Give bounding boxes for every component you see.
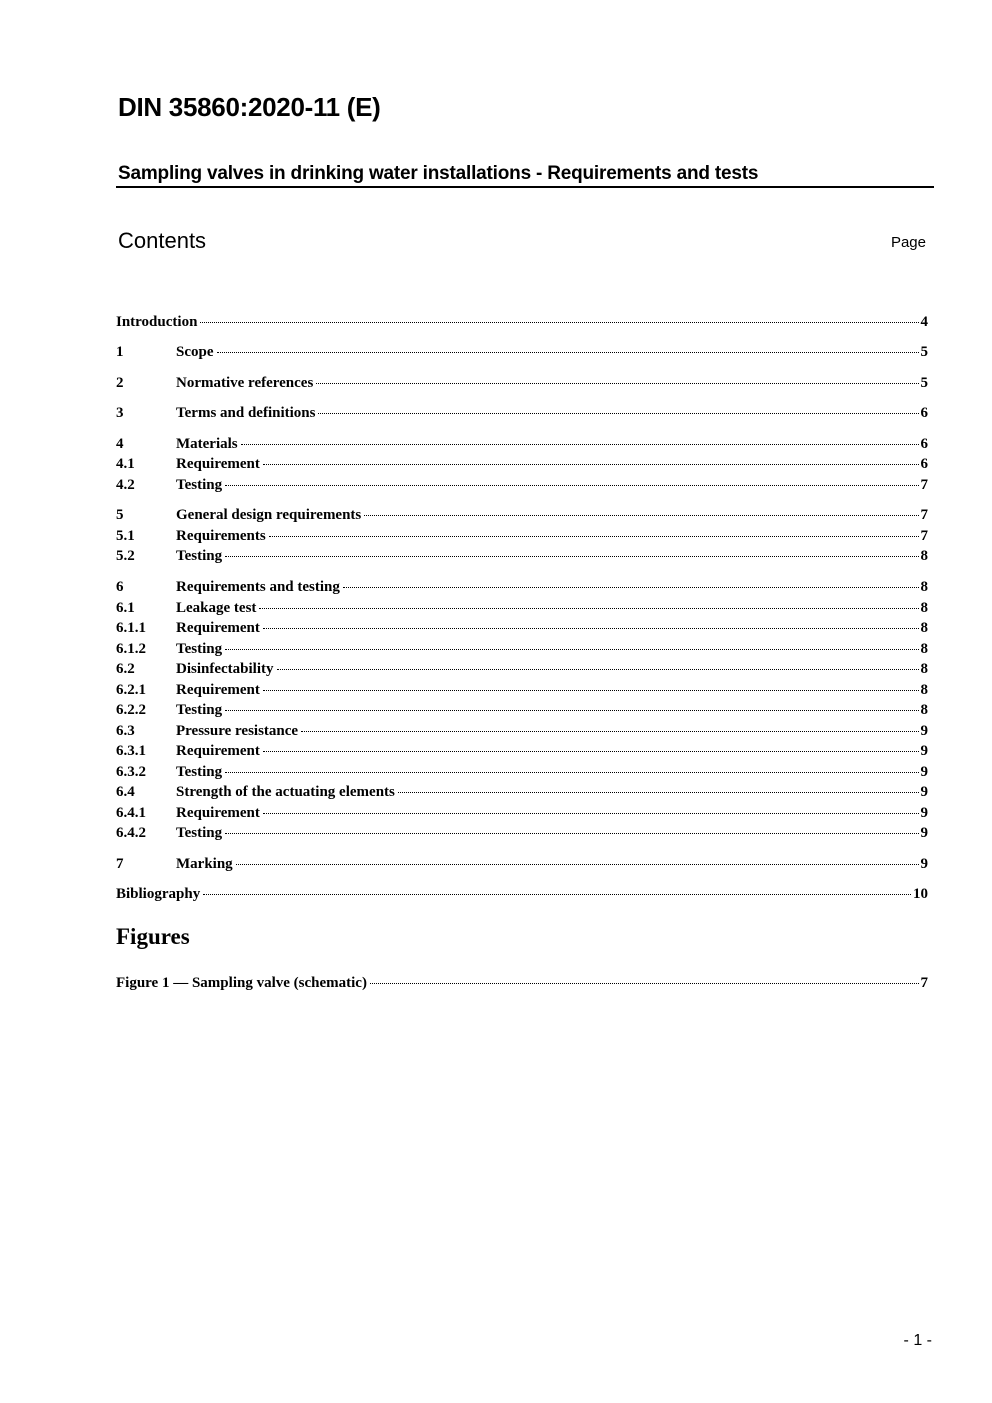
toc-entry-number: 6.1.2: [116, 641, 146, 657]
figure-entry-title: Figure 1 — Sampling valve (schematic): [116, 975, 367, 991]
toc-entry[interactable]: [116, 375, 928, 395]
toc-entry[interactable]: [116, 344, 928, 364]
toc-leader-dots: [263, 628, 919, 629]
toc-entry-number: 5.2: [116, 548, 135, 564]
toc-leader-dots: [225, 710, 918, 711]
toc-entry-page: 5: [920, 344, 928, 360]
toc-entry[interactable]: [116, 528, 928, 548]
toc-entry[interactable]: [116, 805, 928, 825]
toc-entry-page: 8: [920, 600, 928, 616]
toc-entry-number: 6.1.1: [116, 620, 146, 636]
toc-leader-dots: [225, 649, 918, 650]
toc-entry-page: 9: [920, 743, 928, 759]
toc-entry-number: 4.1: [116, 456, 135, 472]
toc-leader-dots: [225, 485, 918, 486]
toc-entry-number: 6.2.1: [116, 682, 146, 698]
toc-entry-title: Requirement: [176, 743, 260, 759]
toc-entry-number: 6: [116, 579, 124, 595]
toc-entry-title: Scope: [176, 344, 214, 360]
toc-entry-page: 8: [920, 579, 928, 595]
toc-entry-title: Materials: [176, 436, 238, 452]
toc-entry-page: 10: [913, 886, 928, 902]
toc-entry[interactable]: [116, 436, 928, 456]
toc-entry-number: 1: [116, 344, 124, 360]
toc-entry[interactable]: [116, 620, 928, 640]
toc-entry-page: 8: [920, 682, 928, 698]
toc-entry-title: Requirement: [176, 805, 260, 821]
toc-entry-page: 8: [920, 548, 928, 564]
toc-entry[interactable]: [116, 682, 928, 702]
toc-leader-dots: [236, 864, 919, 865]
toc-entry-title: Requirement: [176, 456, 260, 472]
toc-entry-number: 4.2: [116, 477, 135, 493]
toc-entry-page: 7: [920, 528, 928, 544]
toc-entry-title: Marking: [176, 856, 233, 872]
toc-entry-number: 6.3.2: [116, 764, 146, 780]
toc-entry-title: Requirement: [176, 620, 260, 636]
toc-entry-number: 6.3: [116, 723, 135, 739]
toc-entry-number: 6.1: [116, 600, 135, 616]
toc-entry-page: 9: [920, 723, 928, 739]
toc-entry-title: Leakage test: [176, 600, 257, 616]
toc-entry[interactable]: [116, 579, 928, 599]
toc-entry-title: Disinfectability: [176, 661, 274, 677]
toc-entry-number: 5: [116, 507, 124, 523]
toc-leader-dots: [301, 731, 918, 732]
contents-heading: Contents: [118, 228, 207, 253]
toc-leader-dots: [263, 751, 919, 752]
toc-entry-page: 9: [920, 805, 928, 821]
toc-entry-number: 6.4.2: [116, 825, 146, 841]
toc-entry-number: 5.1: [116, 528, 135, 544]
toc-leader-dots: [203, 894, 911, 895]
toc-entry-title: Testing: [176, 477, 223, 493]
toc-entry-page: 7: [920, 507, 928, 523]
toc-entry[interactable]: [116, 477, 928, 497]
toc-entry-page: 5: [920, 375, 928, 391]
toc-entry-number: 7: [116, 856, 124, 872]
toc-entry-number: 3: [116, 405, 124, 421]
title-underline: [116, 186, 934, 188]
toc-entry-page: 9: [920, 784, 928, 800]
toc-entry-title: Testing: [176, 548, 223, 564]
toc-leader-dots: [225, 556, 918, 557]
figure-entry-page: 7: [920, 975, 928, 991]
toc-entry-introduction[interactable]: [116, 314, 928, 334]
toc-leader-dots: [364, 515, 918, 516]
toc-entry[interactable]: [116, 856, 928, 876]
toc-entry[interactable]: [116, 405, 928, 425]
toc-entry[interactable]: [116, 743, 928, 763]
toc-leader-dots: [263, 464, 919, 465]
toc-entry-title: Pressure resistance: [176, 723, 299, 739]
toc-entry-page: 9: [920, 856, 928, 872]
toc-entry-title: Testing: [176, 764, 223, 780]
toc-entry-page: 8: [920, 661, 928, 677]
toc-leader-dots: [343, 587, 919, 588]
toc-leader-dots: [277, 669, 919, 670]
toc-leader-dots: [316, 383, 918, 384]
figure-list-entry[interactable]: [116, 975, 928, 995]
toc-entry[interactable]: [116, 825, 928, 845]
toc-entry-number: 4: [116, 436, 124, 452]
toc-entry-title: Testing: [176, 702, 223, 718]
toc-entry[interactable]: [116, 548, 928, 568]
toc-entry[interactable]: [116, 723, 928, 743]
toc-entry[interactable]: [116, 702, 928, 722]
page-number: - 1 -: [903, 1332, 932, 1349]
page-column-label: Page: [890, 234, 926, 251]
toc-leader-dots: [259, 608, 918, 609]
toc-entry-title: Testing: [176, 825, 223, 841]
toc-leader-dots: [318, 413, 918, 414]
toc-entry[interactable]: [116, 507, 928, 527]
toc-entry-page: 7: [920, 477, 928, 493]
toc-entry-page: 8: [920, 620, 928, 636]
toc-entry-title: General design requirements: [176, 507, 362, 523]
toc-entry-page: 6: [920, 436, 928, 452]
toc-entry-title: Introduction: [116, 314, 198, 330]
toc-leader-dots: [241, 444, 919, 445]
toc-entry-page: 4: [920, 314, 928, 330]
toc-leader-dots: [217, 352, 919, 353]
toc-leader-dots: [225, 772, 918, 773]
toc-entry-page: 9: [920, 825, 928, 841]
toc-entry[interactable]: [116, 764, 928, 784]
toc-leader-dots: [225, 833, 918, 834]
toc-entry-title: Strength of the actuating elements: [176, 784, 395, 800]
toc-entry-title: Terms and definitions: [176, 405, 316, 421]
toc-entry-page: 6: [920, 405, 928, 421]
toc-leader-dots: [263, 690, 919, 691]
toc-entry[interactable]: [116, 456, 928, 476]
toc-leader-dots: [200, 322, 918, 323]
toc-leader-dots: [398, 792, 919, 793]
toc-leader-dots: [263, 813, 919, 814]
toc-entry-page: 6: [920, 456, 928, 472]
toc-entry-number: 6.2.2: [116, 702, 146, 718]
toc-entry-page: 8: [920, 702, 928, 718]
toc-entry-number: 2: [116, 375, 124, 391]
toc-entry-page: 9: [920, 764, 928, 780]
toc-entry-title: Normative references: [176, 375, 314, 391]
toc-entry-page: 8: [920, 641, 928, 657]
toc-entry-bibliography[interactable]: [116, 886, 928, 906]
toc-entry[interactable]: [116, 784, 928, 804]
toc-entry-number: 6.4: [116, 784, 135, 800]
toc-entry-number: 6.2: [116, 661, 135, 677]
toc-leader-dots: [370, 983, 919, 984]
toc-entry-title: Requirements and testing: [176, 579, 340, 595]
toc-entry[interactable]: [116, 661, 928, 681]
toc-entry[interactable]: [116, 641, 928, 661]
toc-entry-title: Requirements: [176, 528, 266, 544]
toc-entry-number: 6.4.1: [116, 805, 146, 821]
toc-entry[interactable]: [116, 600, 928, 620]
toc-entry-number: 6.3.1: [116, 743, 146, 759]
toc-entry-title: Testing: [176, 641, 223, 657]
toc-leader-dots: [269, 536, 919, 537]
toc-entry-title: Bibliography: [116, 886, 201, 902]
figures-heading: Figures: [116, 924, 190, 949]
document-title: Sampling valves in drinking water installations - Requirements and tests: [118, 163, 759, 184]
toc-entry-title: Requirement: [176, 682, 260, 698]
document-id: DIN 35860:2020-11 (E): [118, 92, 381, 122]
